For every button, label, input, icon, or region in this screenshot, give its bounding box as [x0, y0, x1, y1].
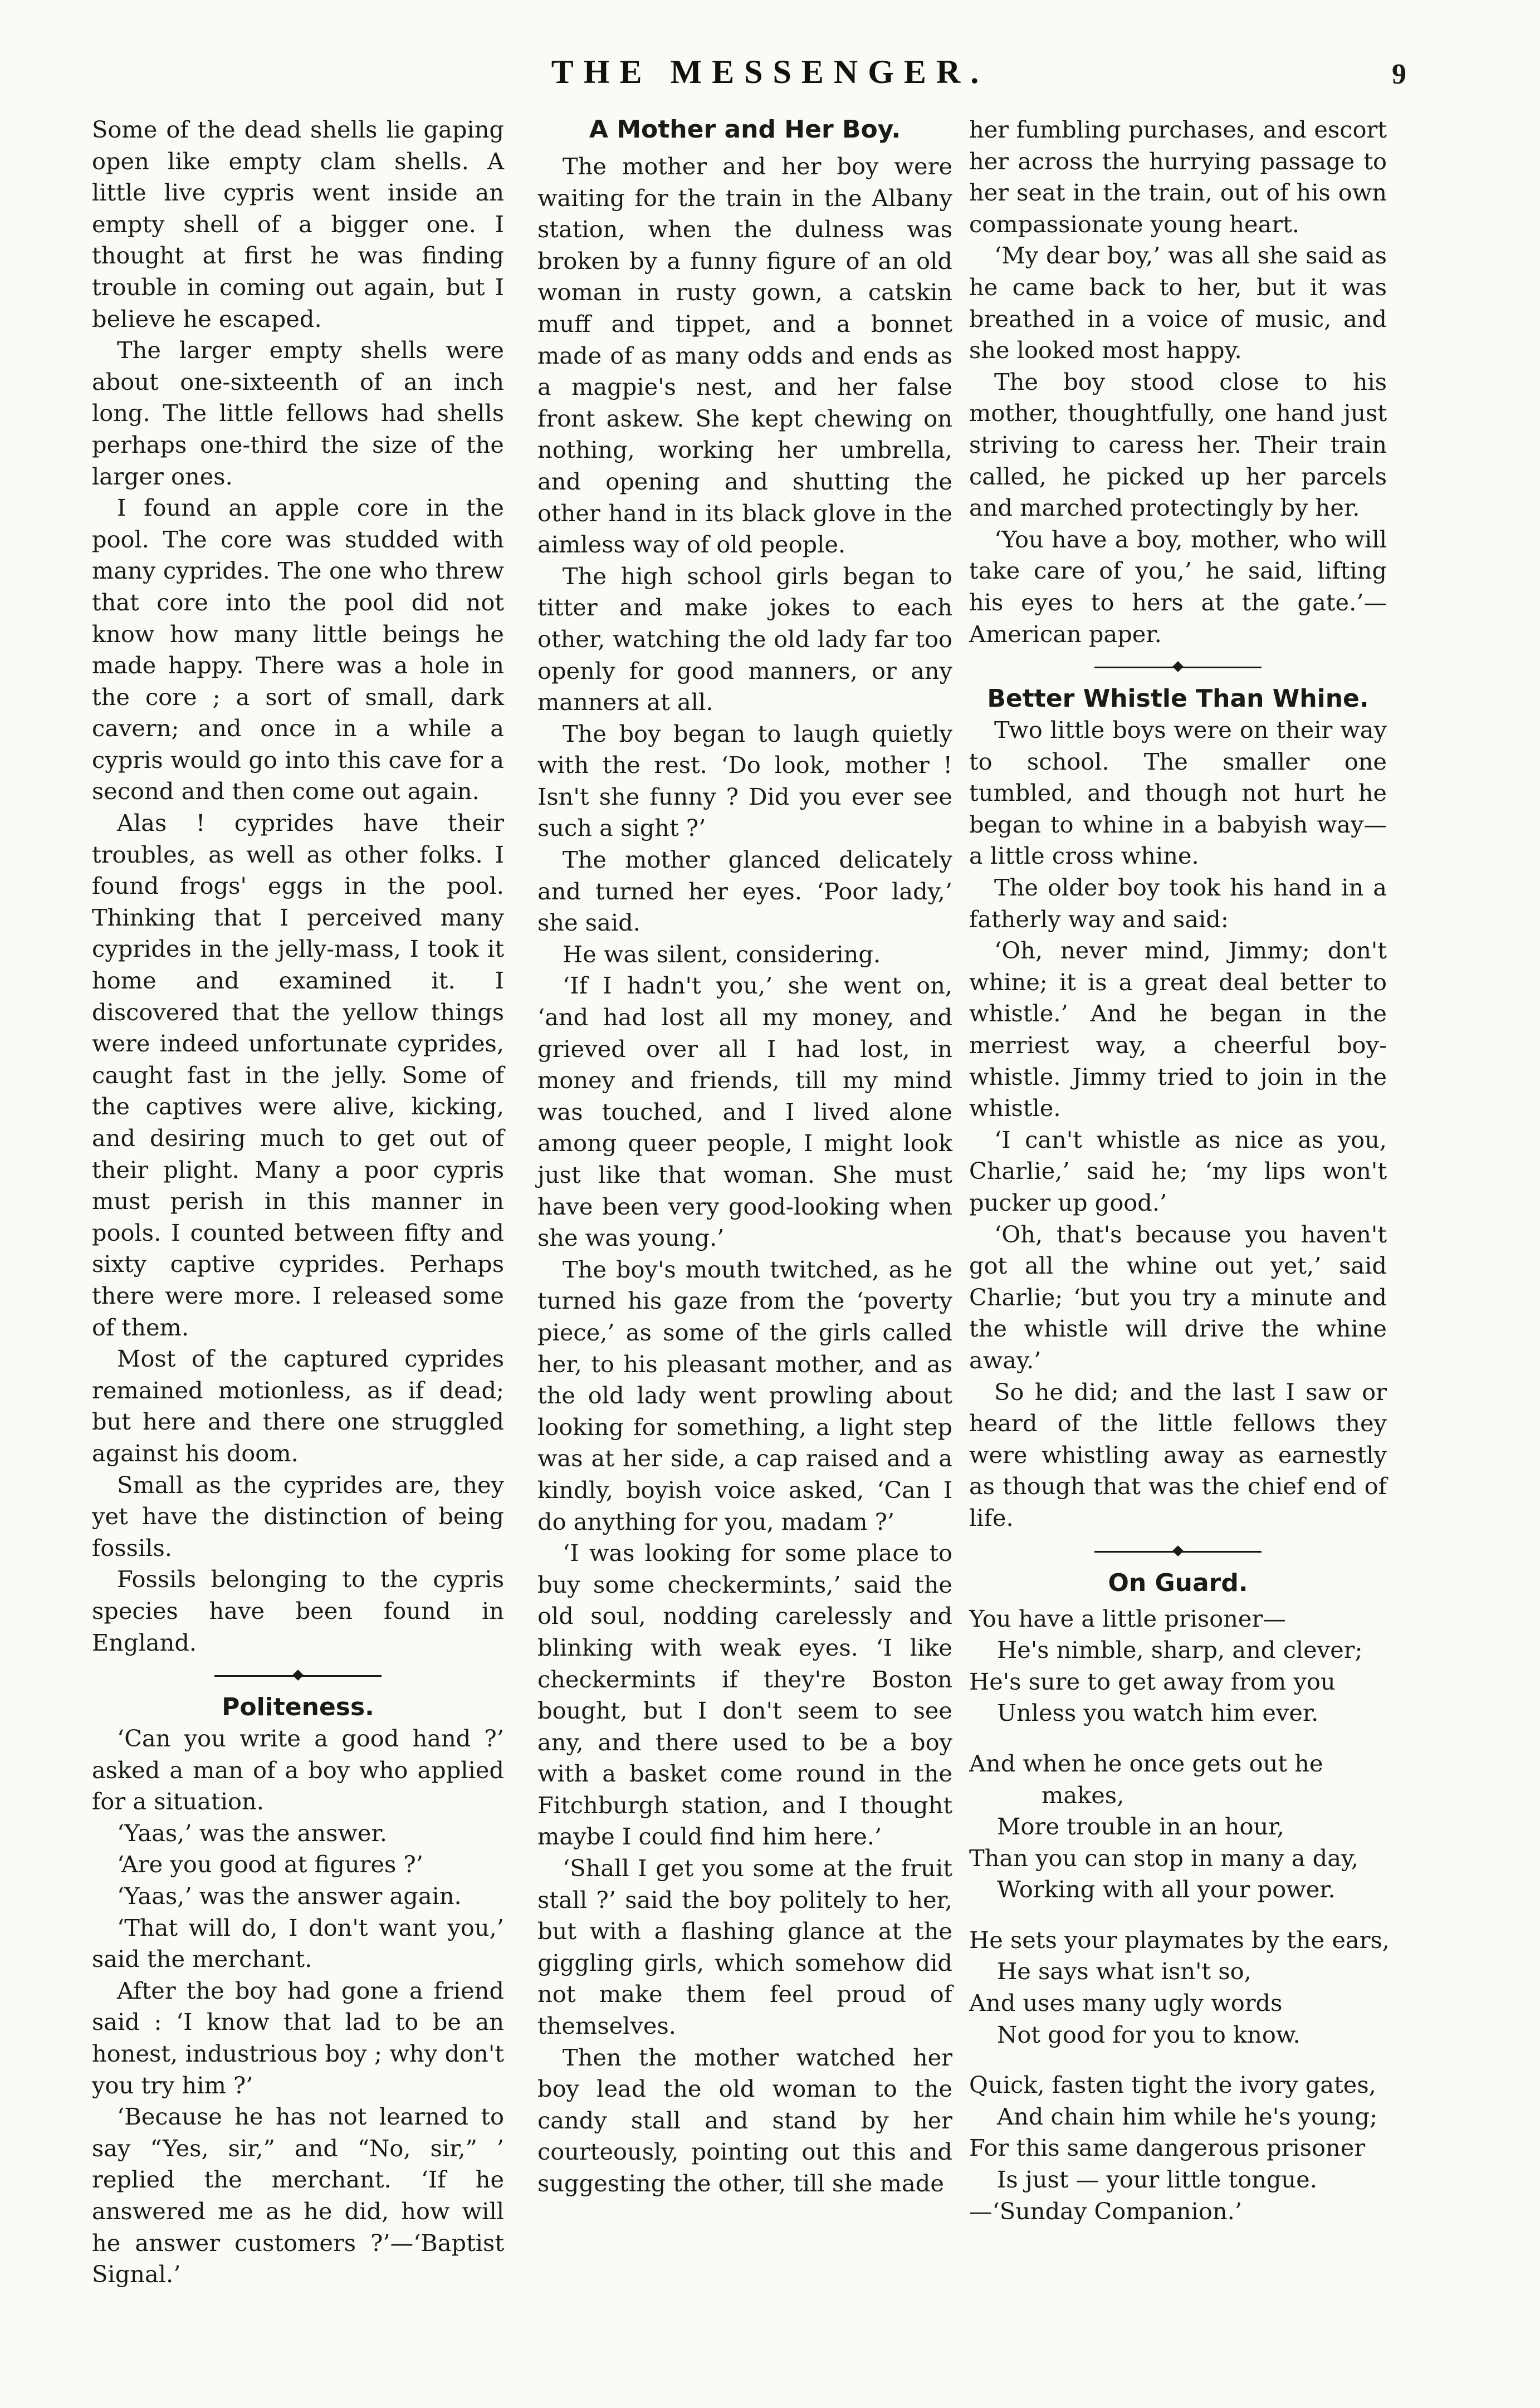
- paragraph: Some of the dead shells lie gaping open like empty clam shells. A little live cypris went inside an empty shell of a bigger one. I thought at first he was finding trouble in coming out again, but I believe he escaped.: [92, 116, 504, 332]
- paragraph: ‘Because he has not learned to say “Yes, sir,” and “No, sir,” ’ replied the merchant. ‘If he answered me as he did, how will he answer customers ?’—‘Baptist Signal.’: [92, 2103, 504, 2288]
- poem-line: And chain him while he's young;: [997, 2102, 1378, 2130]
- paragraph: After the boy had gone a friend said : ‘I know that lad to be an honest, industrious boy ; why don't you try him ?’: [92, 1976, 504, 2099]
- divider-ornament: [292, 1670, 304, 1681]
- column-2: [537, 114, 952, 2200]
- poem-line: And uses many ugly words: [969, 1989, 1283, 2017]
- poem-line: Unless you watch him ever.: [997, 1699, 1319, 1727]
- article-title-mother-and-boy: A Mother and Her Boy.: [589, 115, 901, 144]
- poem-line: You have a little prisoner—: [969, 1604, 1286, 1632]
- paragraph: ‘I can't whistle as nice as you, Charlie,’ said he; ‘my lips won't pucker up good.’: [969, 1125, 1387, 1216]
- poem-line: Is just — your little tongue.: [997, 2166, 1317, 2194]
- paragraph: ‘I was looking for some place to buy some checkermints,’ said the old soul, nodding carelessly and blinking with weak eyes. ‘I like checkermints if they're Boston bought, but I don't seem to see any, and there used to be a boy with a basket come round in the Fitchburgh station, and I thought maybe I could find him here.’: [537, 1539, 952, 1851]
- poem-stanza: [969, 1603, 1387, 1729]
- poem-line: Than you can stop in many a day,: [969, 1844, 1359, 1872]
- paragraph: ‘My dear boy,’ was all she said as he came back to her, but it was breathed in a voice of music, and she looked most happy.: [969, 242, 1387, 364]
- paragraph: ‘Are you good at figures ?’: [117, 1851, 423, 1878]
- poem-line: More trouble in an hour,: [997, 1813, 1284, 1841]
- masthead-title: THE MESSENGER.: [551, 53, 989, 90]
- poem: [969, 1603, 1390, 2228]
- paragraph: The mother glanced delicately and turned her eyes. ‘Poor lady,’ she said.: [537, 846, 952, 937]
- paragraph: The boy began to laugh quietly with the rest. ‘Do look, mother ! Isn't she funny ? Did you ever see such a sight ?’: [537, 720, 952, 842]
- paragraph: He was silent, considering.: [563, 940, 881, 968]
- paragraph: I found an apple core in the pool. The core was studded with many cyprides. The one who threw that core into the pool did not know how many little beings he made happy. There was a hole in the core ; a sort of small, dark cavern; and once in a while a cypris would go into this cave for a second and then come out again.: [92, 494, 504, 805]
- poem-stanza: [969, 2069, 1387, 2195]
- paragraph: ‘Shall I get you some at the fruit stall ?’ said the boy politely to her, but with a flashing glance at the giggling girls, which somehow did not make them feel proud of themselves.: [537, 1854, 952, 2040]
- poem-line: Working with all your power.: [997, 1876, 1336, 1903]
- paragraph: ‘Yaas,’ was the answer.: [117, 1819, 387, 1847]
- section-divider: [1094, 663, 1262, 671]
- paragraph: ‘That will do, I don't want you,’ said the merchant.: [92, 1913, 504, 1973]
- poem-line: He's sure to get away from you: [969, 1667, 1336, 1695]
- paragraph: The mother and her boy were waiting for the train in the Albany station, when the dulness was broken by a funny figure of an old woman in rusty gown, a catskin muff and tippet, and a bonnet made of as many odds and ends as a magpie's nest, and her false front askew. She kept chewing on nothing, working her umbrella, and opening and shutting the other hand in its black glove in the aimless way of old people.: [537, 153, 952, 559]
- paragraph: So he did; and the last I saw or heard of the little fellows they were whistling away as earnestly as though that was the chief end of life.: [969, 1378, 1387, 1531]
- poem-line: And when he once gets out he: [969, 1749, 1323, 1777]
- page-number: 9: [1392, 58, 1406, 90]
- divider-ornament: [1172, 1545, 1184, 1557]
- paragraph: The boy stood close to his mother, thoughtfully, one hand just striving to caress her. Their train called, he picked up her parcels and marched protectingly by her.: [969, 368, 1387, 522]
- paragraph: ‘Yaas,’ was the answer again.: [117, 1882, 462, 1910]
- paragraph: The older boy took his hand in a fatherly way and said:: [969, 874, 1387, 933]
- poem-stanza: [969, 1748, 1387, 1906]
- paragraph: The boy's mouth twitched, as he turned his gaze from the ‘poverty piece,’ as some of the girls called her, to his pleasant mother, and as the old lady went prowling about looking for something, a light step was at her side, a cap raised and a kindly, boyish voice asked, ‘Can I do anything for you, madam ?’: [537, 1255, 952, 1535]
- section-divider: [214, 1672, 382, 1680]
- poem-stanza: [969, 1925, 1390, 2050]
- paragraph: ‘You have a boy, mother, who will take care of you,’ he said, lifting his eyes to hers at the gate.’—American paper.: [969, 525, 1387, 648]
- column-1: [92, 114, 504, 2290]
- paragraph: ‘Can you write a good hand ?’ asked a man of a boy who applied for a situation.: [92, 1725, 504, 1815]
- article-title-politeness: Politeness.: [222, 1693, 374, 1722]
- paragraph: ‘Oh, that's because you haven't got all the whine out yet,’ said Charlie; ‘but you try a minute and the whistle will drive the whine away.’: [969, 1220, 1387, 1374]
- column-3: [969, 114, 1390, 2227]
- section-divider: [1094, 1548, 1262, 1555]
- paragraph: Most of the captured cyprides remained motionless, as if dead; but here and there one struggled against his doom.: [92, 1345, 504, 1467]
- paragraph: Fossils belonging to the cypris species have been found in England.: [92, 1565, 504, 1656]
- poem-line: He says what isn't so,: [997, 1957, 1251, 1985]
- poem-line: He sets your playmates by the ears,: [969, 1926, 1390, 1954]
- poem-line: Not good for you to know.: [997, 2020, 1301, 2048]
- paragraph: Then the mother watched her boy lead the old woman to the candy stall and stand by her courteously, pointing out this and suggesting the other, till she made: [537, 2043, 952, 2197]
- paragraph: Alas ! cyprides have their troubles, as well as other folks. I found frogs' eggs in the pool. Thinking that I perceived many cyprides in the jelly-mass, I took it home and examined it. I discovered that the yellow things were indeed unfortunate cyprides, caught fast in the jelly. Some of the captives were alive, kicking, and desiring much to get out of their plight. Many a poor cypris must perish in this manner in pools. I counted between fifty and sixty captive cyprides. Perhaps there were more. I released some of them.: [92, 809, 504, 1341]
- poem-line: For this same dangerous prisoner: [969, 2134, 1366, 2162]
- article-title-whistle: Better Whistle Than Whine.: [987, 684, 1369, 713]
- paragraph: ‘If I hadn't you,’ she went on, ‘and had lost all my money, and grieved over all I had lost, in money and friends, till my mind was touched, and I lived alone among queer people, I might look just like that woman. She must have been very good-looking when she was young.’: [537, 972, 952, 1252]
- paragraph: The larger empty shells were about one-sixteenth of an inch long. The little fellows had shells perhaps one-third the size of the larger ones.: [92, 336, 504, 490]
- poem-line: makes,: [1042, 1781, 1125, 1809]
- poem-line: He's nimble, sharp, and clever;: [997, 1636, 1363, 1664]
- article-title-on-guard: On Guard.: [1108, 1568, 1248, 1597]
- paragraph: Two little boys were on their way to school. The smaller one tumbled, and though not hurt he began to whine in a babyish way—a little cross whine.: [969, 716, 1387, 870]
- poem-line: Quick, fasten tight the ivory gates,: [969, 2071, 1376, 2099]
- paragraph: ‘Oh, never mind, Jimmy; don't whine; it is a great deal better to whistle.’ And he began in the merriest way, a cheerful boy-whistle. Jimmy tried to join in the whistle.: [969, 937, 1387, 1122]
- paragraph: her fumbling purchases, and escort her across the hurrying passage to her seat in the train, out of his own compassionate young heart.: [969, 116, 1387, 238]
- paragraph: The high school girls began to titter and make jokes to each other, watching the old lady far too openly for good manners, or any manners at all.: [537, 562, 952, 716]
- paragraph: Small as the cyprides are, they yet have the distinction of being fossils.: [92, 1471, 504, 1562]
- poem-attribution: —‘Sunday Companion.’: [969, 2197, 1243, 2225]
- divider-ornament: [1172, 661, 1184, 672]
